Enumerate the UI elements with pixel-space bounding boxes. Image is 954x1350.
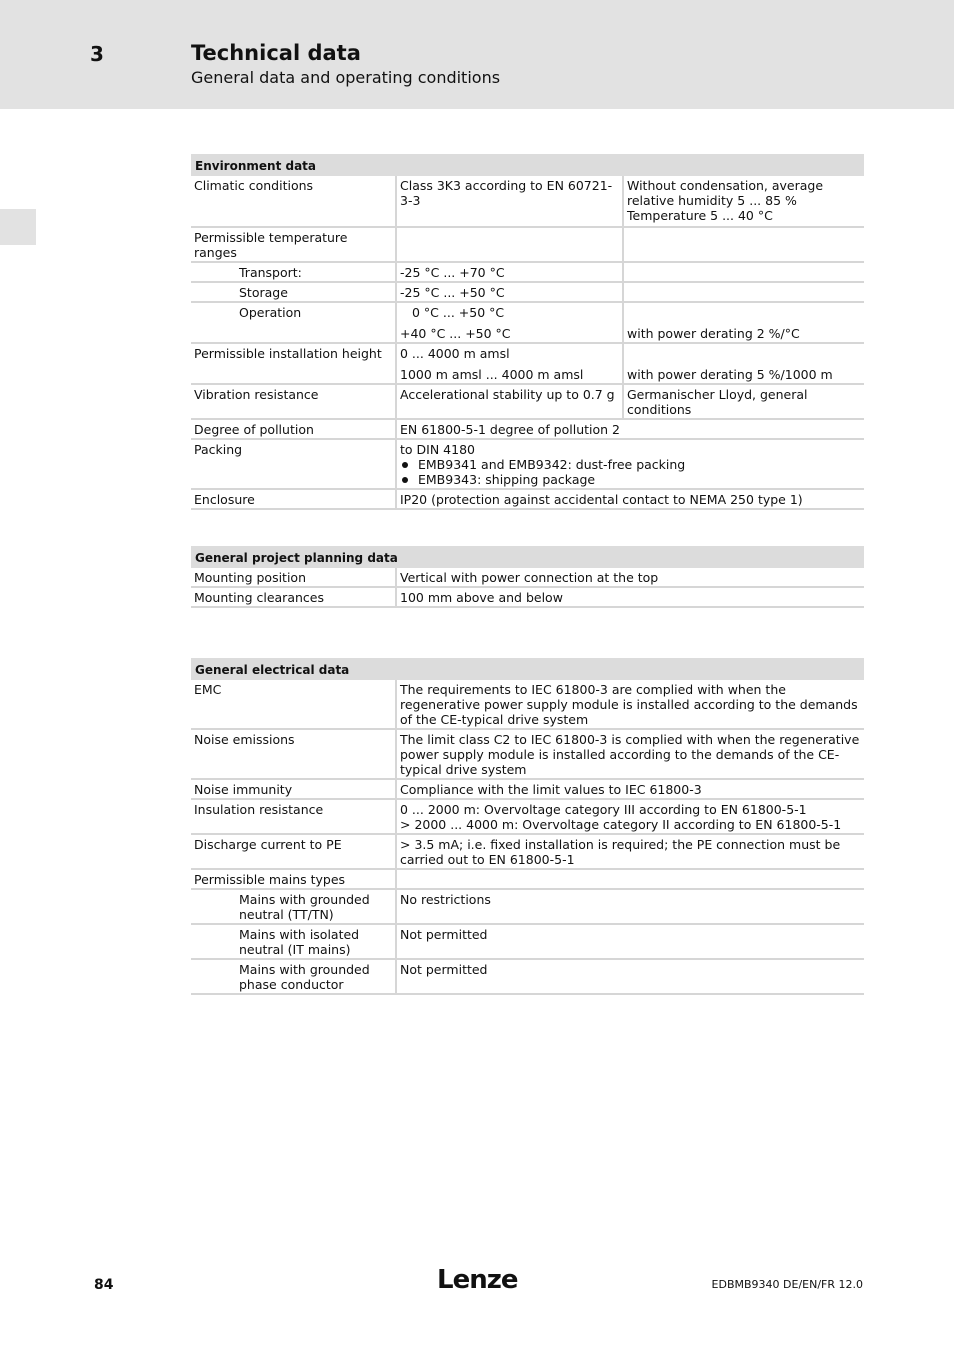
- table-row: [191, 889, 864, 924]
- row-label: Noise immunity: [191, 779, 396, 799]
- table-row: [191, 834, 864, 869]
- table-row: [191, 302, 864, 343]
- table-row: [191, 419, 864, 439]
- list-item: EMB9341 and EMB9342: dust-free packing: [400, 457, 861, 472]
- row-note: with power derating 5 %/1000 m: [623, 343, 864, 384]
- table-row: [191, 384, 864, 419]
- row-value: No restrictions: [396, 889, 864, 924]
- row-value: Compliance with the limit values to IEC 61800-3: [396, 779, 864, 799]
- row-label: Permissible temperature ranges: [191, 227, 396, 262]
- list-item: EMB9343: shipping package: [400, 472, 861, 487]
- table-row: [191, 282, 864, 302]
- row-label: EMC: [191, 680, 396, 729]
- row-label: Mounting clearances: [191, 587, 396, 607]
- table-row: [191, 489, 864, 509]
- row-value: Accelerational stability up to 0.7 g: [396, 384, 623, 419]
- chapter-number: 3: [90, 42, 104, 66]
- table-row: [191, 869, 864, 889]
- row-label: Insulation resistance: [191, 799, 396, 834]
- chapter-side-tab: [0, 209, 36, 245]
- row-label: Enclosure: [191, 489, 396, 509]
- row-label: Mains with grounded neutral (TT/TN): [191, 889, 396, 924]
- table-row: [191, 227, 864, 262]
- table-row: [191, 176, 864, 227]
- row-value: to DIN 4180 EMB9341 and EMB9342: dust-free packing EMB9343: shipping package: [396, 439, 864, 489]
- row-label: Mains with grounded phase conductor: [191, 959, 396, 994]
- row-label: Mains with isolated neutral (IT mains): [191, 924, 396, 959]
- row-label: Permissible mains types: [191, 869, 396, 889]
- table-row: [191, 959, 864, 994]
- row-value: EN 61800-5-1 degree of pollution 2: [396, 419, 864, 439]
- row-value: 0 °C ... +50 °C +40 °C ... +50 °C: [396, 302, 623, 343]
- document-id: EDBMB9340 DE/EN/FR 12.0: [711, 1278, 863, 1291]
- table-title: Environment data: [191, 154, 864, 176]
- row-value: The limit class C2 to IEC 61800-3 is complied with when the regenerative power supply module is installed according to the demands of the CE-typical drive system: [396, 729, 864, 779]
- electrical-table: [191, 658, 864, 995]
- row-label: Packing: [191, 439, 396, 489]
- row-label: Vibration resistance: [191, 384, 396, 419]
- lenze-logo: Lenze: [437, 1265, 518, 1295]
- row-label: Climatic conditions: [191, 176, 396, 227]
- table-row: [191, 439, 864, 489]
- row-label: Transport:: [191, 262, 396, 282]
- row-note: with power derating 2 %/°C: [623, 302, 864, 343]
- row-value: Not permitted: [396, 924, 864, 959]
- environment-table: [191, 154, 864, 510]
- page-header: [0, 0, 954, 109]
- row-note: Germanischer Lloyd, general conditions: [623, 384, 864, 419]
- chapter-subtitle: General data and operating conditions: [191, 68, 501, 87]
- row-label: Noise emissions: [191, 729, 396, 779]
- table-row: [191, 343, 864, 384]
- row-value: > 3.5 mA; i.e. fixed installation is required; the PE connection must be carried out to EN 61800-5-1: [396, 834, 864, 869]
- table-title: General electrical data: [191, 658, 864, 680]
- page-number: 84: [94, 1277, 114, 1293]
- chapter-title: Technical data: [191, 41, 361, 65]
- table-title: General project planning data: [191, 546, 864, 568]
- row-value: Class 3K3 according to EN 60721-3-3: [396, 176, 623, 227]
- table-row: [191, 729, 864, 779]
- table-row: [191, 799, 864, 834]
- table-row: [191, 779, 864, 799]
- row-value: 0 ... 2000 m: Overvoltage category III according to EN 61800-5-1 > 2000 ... 4000 m: Overvoltage category II according to EN 61800-5-1: [396, 799, 864, 834]
- row-label: Storage: [191, 282, 396, 302]
- table-row: [191, 924, 864, 959]
- row-value: -25 °C ... +70 °C: [396, 262, 623, 282]
- row-value: 0 ... 4000 m amsl 1000 m amsl ... 4000 m amsl: [396, 343, 623, 384]
- project-planning-table: [191, 546, 864, 608]
- row-label: Mounting position: [191, 568, 396, 587]
- row-label: Discharge current to PE: [191, 834, 396, 869]
- row-value: Not permitted: [396, 959, 864, 994]
- table-row: [191, 587, 864, 607]
- row-label: Permissible installation height: [191, 343, 396, 384]
- row-note: Without condensation, average relative humidity 5 ... 85 % Temperature 5 ... 40 °C: [623, 176, 864, 227]
- table-row: [191, 568, 864, 587]
- row-value: 100 mm above and below: [396, 587, 864, 607]
- row-value: -25 °C ... +50 °C: [396, 282, 623, 302]
- row-value: The requirements to IEC 61800-3 are complied with when the regenerative power supply module is installed according to the demands of the CE-typical drive system: [396, 680, 864, 729]
- row-label: Operation: [191, 302, 396, 343]
- row-value: Vertical with power connection at the top: [396, 568, 864, 587]
- row-value: IP20 (protection against accidental contact to NEMA 250 type 1): [396, 489, 864, 509]
- table-row: [191, 262, 864, 282]
- row-label: Degree of pollution: [191, 419, 396, 439]
- table-row: [191, 680, 864, 729]
